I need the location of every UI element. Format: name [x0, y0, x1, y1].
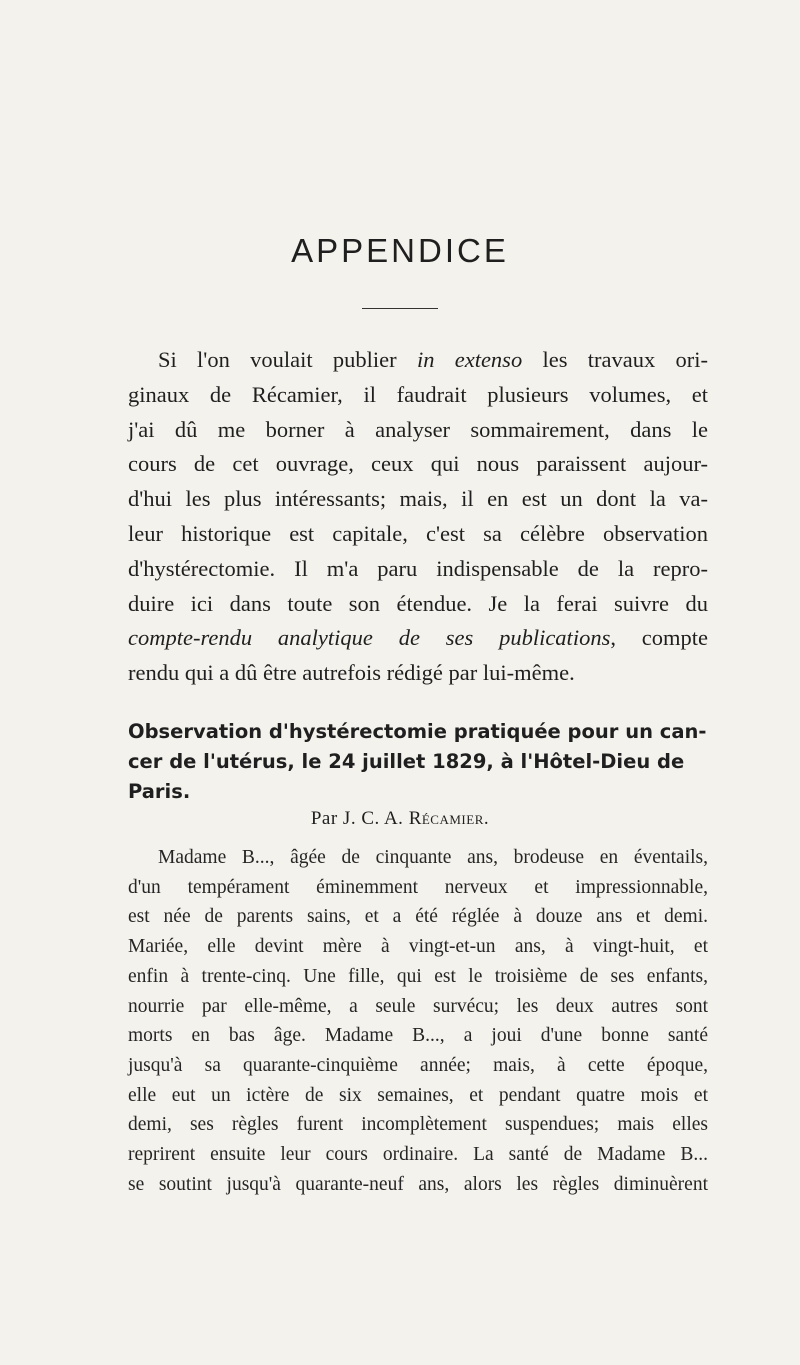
observation-title-line: Paris. — [128, 780, 191, 803]
intro-line: rendu qui a dû être autrefois rédigé par lui-même. — [128, 660, 575, 686]
author-name: Récamier. — [408, 808, 490, 829]
intro-line: leur historique est capitale, c'est sa célèbre observation — [128, 520, 708, 546]
body-line: Madame B..., âgée de cinquante ans, brodeuse en éventails, — [158, 847, 708, 868]
intro-line: Si l'on voulait publier in extenso les travaux ori- — [158, 347, 709, 372]
observation-title-line: Observation d'hystérectomie pratiquée pour un can- — [128, 720, 707, 743]
body-line: morts en bas âge. Madame B..., a joui d'une bonne santé — [128, 1025, 708, 1047]
body-line: est née de parents sains, et a été réglée à douze ans et demi. — [128, 906, 708, 928]
intro-line: cours de cet ouvrage, ceux qui nous paraissent aujour- — [128, 451, 708, 477]
body-line: d'un tempérament éminemment nerveux et impressionnable, — [128, 876, 708, 898]
author-prefix: Par J. C. A. — [310, 808, 404, 829]
observation-title-line: cer de l'utérus, le 24 juillet 1829, à l'Hôtel-Dieu de — [128, 750, 685, 773]
body-line: enfin à trente-cinq. Une fille, qui est le troisième de ses enfants, — [128, 965, 708, 987]
body-line: reprirent ensuite leur cours ordinaire. La santé de Madame B... — [128, 1144, 708, 1166]
intro-line: ginaux de Récamier, il faudrait plusieurs volumes, et — [128, 381, 708, 407]
observation-title — [128, 717, 718, 807]
page-heading: APPENDICE — [291, 232, 509, 269]
intro-line: d'hui les plus intéressants; mais, il en est un dont la va- — [128, 486, 708, 512]
body-line: Mariée, elle devint mère à vingt-et-un ans, à vingt-huit, et — [128, 936, 708, 958]
body-paragraph — [128, 843, 708, 1199]
intro-line: duire ici dans toute son étendue. Je la ferai suivre du — [128, 590, 708, 616]
body-line: demi, ses règles furent incomplètement suspendues; mais elles — [128, 1114, 708, 1136]
intro-paragraph — [128, 343, 708, 691]
heading-rule — [362, 308, 438, 309]
intro-line: compte-rendu analytique de ses publications, compte — [128, 625, 708, 651]
body-line: jusqu'à sa quarante-cinquième année; mais, à cette époque, — [128, 1054, 708, 1076]
body-line: se soutint jusqu'à quarante-neuf ans, alors les règles diminuèrent — [128, 1173, 708, 1195]
intro-line: d'hystérectomie. Il m'a paru indispensable de la repro- — [128, 555, 708, 581]
author-line — [0, 808, 800, 830]
intro-line: j'ai dû me borner à analyser sommairement, dans le — [128, 416, 708, 442]
body-line: elle eut un ictère de six semaines, et pendant quatre mois et — [128, 1084, 708, 1106]
body-line: nourrie par elle-même, a seule survécu; les deux autres sont — [128, 995, 708, 1017]
